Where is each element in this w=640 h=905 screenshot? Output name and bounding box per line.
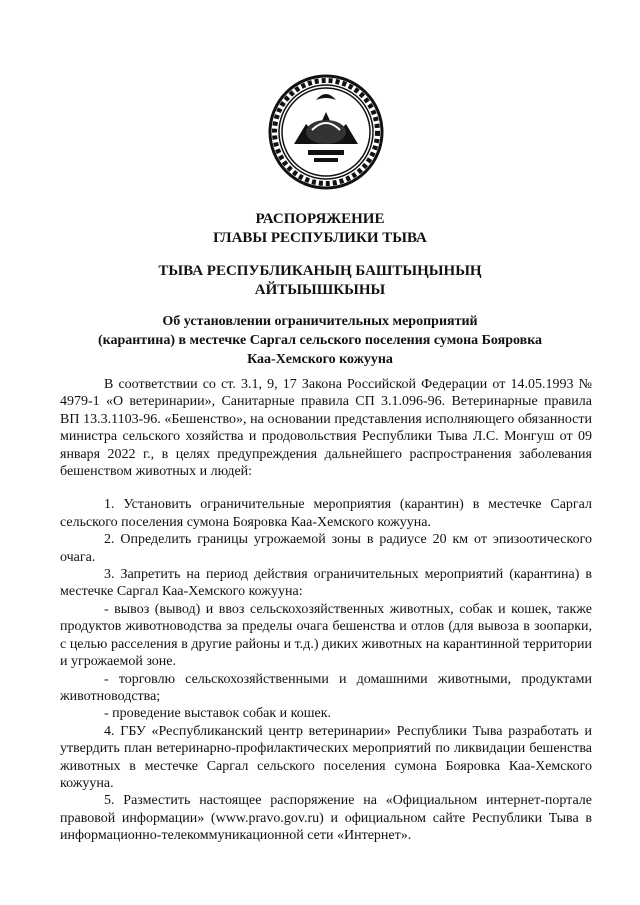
document-type-heading — [0, 210, 640, 248]
title-line-1: Об установлении ограничительных мероприятий — [162, 314, 478, 329]
item-3: 3. Запретить на период действия ограничительных мероприятий (карантина) в местечке Саргал Каа-Хемского кожууна: — [60, 567, 592, 600]
coat-of-arms-emblem — [246, 72, 406, 192]
heading-line-2: ГЛАВЫ РЕСПУБЛИКИ ТЫВА — [213, 230, 427, 246]
item-4: 4. ГБУ «Республиканский центр ветеринарии» Республики Тыва разработать и утвердить план ветеринарно-профилактических мероприятий по ликвидации бешенства животных в местечке Саргал сельского поселения сумона Бояровка Каа-Хемского кожууна. — [60, 723, 592, 791]
item-1: 1. Установить ограничительные мероприятия (карантин) в местечке Саргал сельского поселения сумона Бояровка Каа-Хемского кожууна. — [60, 497, 592, 530]
document-body — [60, 376, 592, 845]
heading-line-1: РАСПОРЯЖЕНИЕ — [255, 211, 385, 227]
heading-line-4: АЙТЫЫШКЫНЫ — [254, 282, 386, 298]
title-line-2: (карантина) в местечке Саргал сельского поселения сумона Бояровка — [97, 333, 543, 348]
title-line-3: Каа-Хемского кожууна — [247, 352, 393, 367]
document-title — [0, 312, 640, 369]
item-2: 2. Определить границы угрожаемой зоны в радиусе 20 км от эпизоотического очага. — [60, 532, 592, 565]
heading-line-3: ТЫВА РЕСПУБЛИКАНЫҢ БАШТЫҢЫНЫҢ — [158, 263, 482, 279]
item-3-sub-2: - торговлю сельскохозяйственными и домашними животными, продуктами животноводства; — [60, 671, 592, 704]
item-3-sub-1: - вывоз (вывод) и ввоз сельскохозяйственных животных, собак и кошек, также продуктов животноводства за пределы очага бешенства и отлов (для вывоза в зоопарки, с целью расселения в другие районы и т.д.) диких животных на карантинной территории и угрожаемой зоне. — [60, 601, 592, 670]
preamble-paragraph: В соответствии со ст. 3.1, 9, 17 Закона Российской Федерации от 14.05.1993 № 4979-1 «О ветеринарии», Санитарные правила СП 3.1.096-96. Ветеринарные правила ВП 13.3.1103-96. «Бешенство», на основании представления исполняющего обязанности министра сельского хозяйства и продовольствия Республики Тыва Л.С. Монгуш от 09 января 2022 г., в целях предупреждения дальнейшего распространения заболевания бешенством животных и людей: — [60, 377, 592, 480]
item-5: 5. Разместить настоящее распоряжение на «Официальном интернет-портале правовой информации» (www.pravo.gov.ru) и официальном сайте Республики Тыва в информационно-телекоммуникационной сети «Интернет». — [60, 793, 592, 844]
item-3-sub-3: - проведение выставок собак и кошек. — [104, 706, 332, 722]
document-type-heading-tuvan — [0, 262, 640, 300]
